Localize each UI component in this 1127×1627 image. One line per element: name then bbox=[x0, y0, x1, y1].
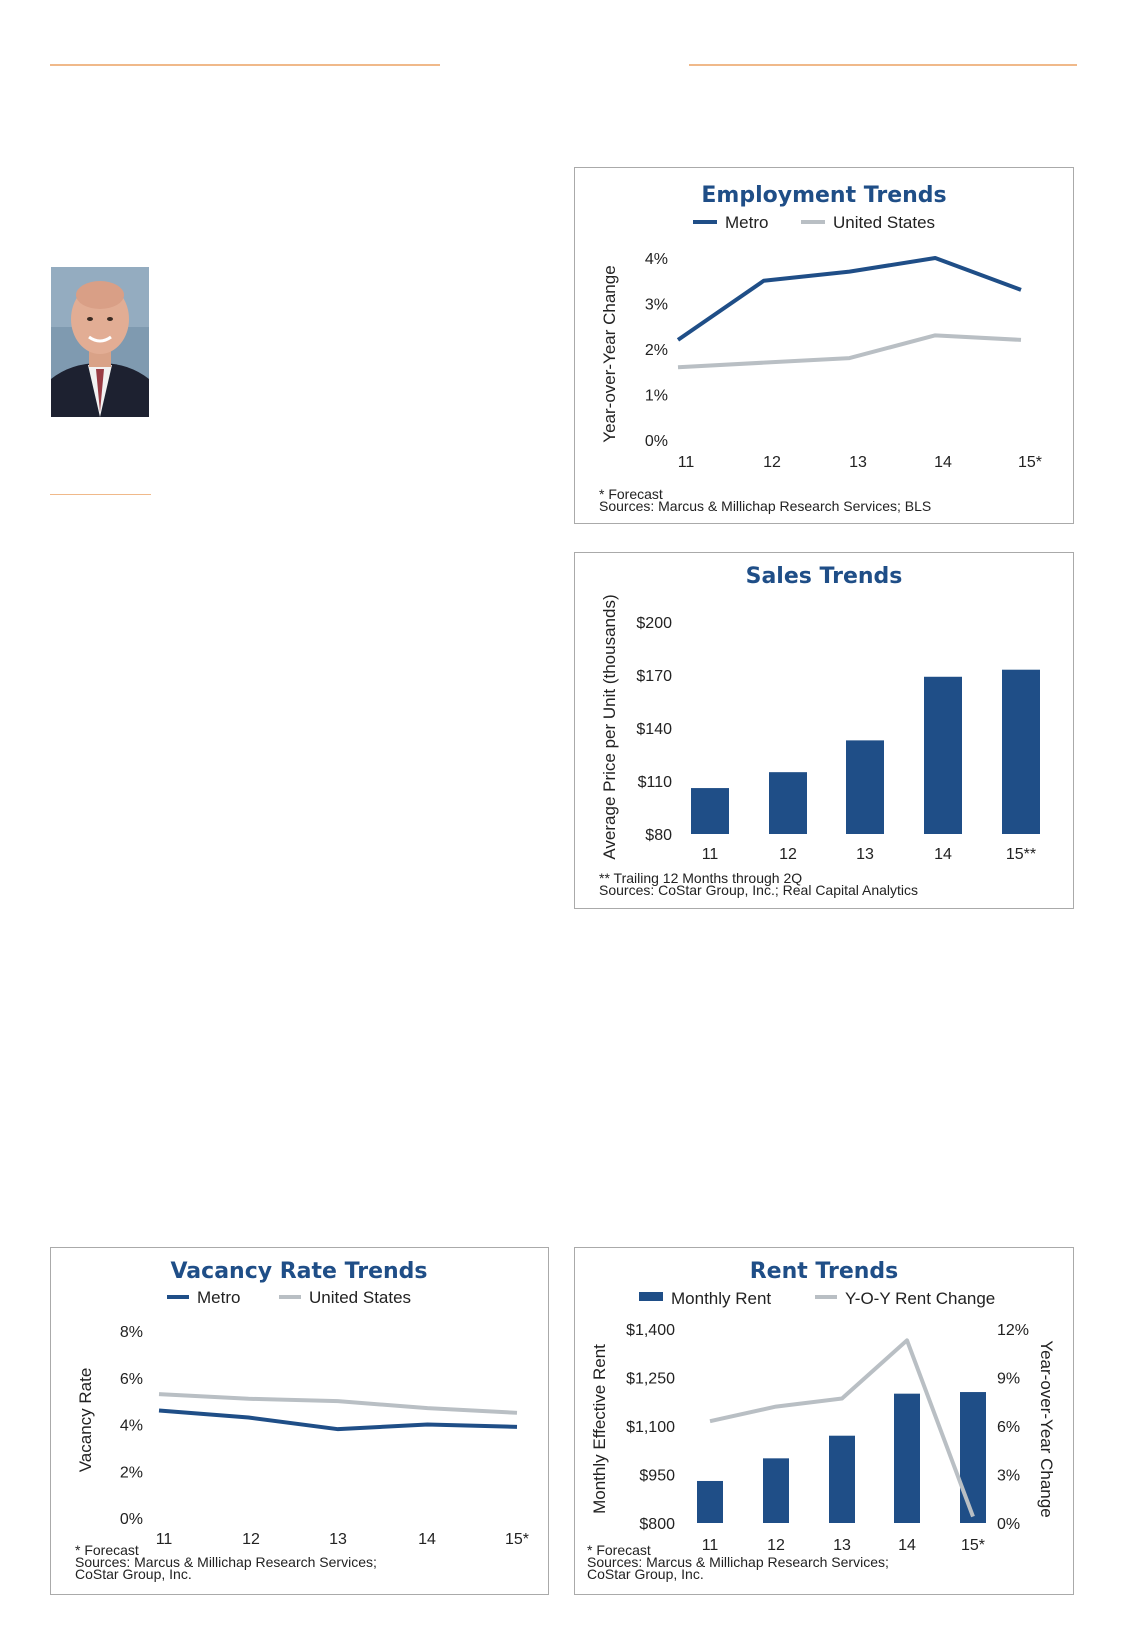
x-tick-label: 15* bbox=[960, 1537, 986, 1554]
legend-metro-label: Metro bbox=[725, 213, 769, 232]
rent-chart bbox=[575, 1248, 1073, 1594]
legend-rent-label: Monthly Rent bbox=[671, 1289, 772, 1308]
y2-axis-label: Year-over-Year Change bbox=[1037, 1340, 1056, 1518]
y-tick-label: $1,250 bbox=[626, 1370, 675, 1388]
y-axis-label: Average Price per Unit (thousands) bbox=[600, 594, 619, 860]
chart-note-sources: Sources: Marcus & Millichap Research Services; bbox=[75, 1554, 377, 1570]
x-tick-label: 13 bbox=[849, 454, 867, 471]
y-axis-label: Vacancy Rate bbox=[76, 1367, 95, 1473]
legend-yoy-label: Y-O-Y Rent Change bbox=[845, 1289, 996, 1308]
y-tick-label: 0% bbox=[119, 1511, 143, 1528]
chart-note-sources: Sources: CoStar Group, Inc.; Real Capital Analytics bbox=[599, 882, 919, 898]
vacancy-chart-panel bbox=[50, 1247, 549, 1595]
rent-bar bbox=[763, 1458, 789, 1523]
rent-bar bbox=[894, 1394, 920, 1523]
y2-tick-label: 9% bbox=[997, 1370, 1021, 1388]
y-tick-label: 4% bbox=[644, 251, 668, 268]
x-tick-label: 15** bbox=[1005, 846, 1037, 863]
x-tick-label: 12 bbox=[779, 846, 797, 863]
x-tick-label: 11 bbox=[701, 1537, 719, 1554]
x-tick-label: 14 bbox=[934, 846, 952, 863]
x-tick-label: 13 bbox=[833, 1537, 851, 1554]
y-tick-label: 2% bbox=[644, 342, 668, 359]
y-tick-label: $80 bbox=[645, 827, 672, 844]
sales-bar bbox=[924, 677, 962, 834]
x-tick-label: 12 bbox=[763, 454, 781, 471]
sales-bar bbox=[1002, 670, 1040, 834]
x-tick-label: 13 bbox=[329, 1531, 347, 1548]
y-tick-label: $950 bbox=[639, 1467, 675, 1485]
rent-chart-title: Rent Trends bbox=[749, 1259, 899, 1284]
series-line-united-states bbox=[159, 1394, 517, 1413]
x-tick-label: 14 bbox=[934, 454, 952, 471]
sales-bar bbox=[691, 788, 729, 834]
y2-tick-label: 0% bbox=[997, 1516, 1021, 1533]
employment-chart bbox=[575, 168, 1073, 523]
x-tick-label: 11 bbox=[701, 846, 719, 863]
employment-chart-title: Employment Trends bbox=[701, 183, 947, 208]
vacancy-chart-title: Vacancy Rate Trends bbox=[170, 1259, 428, 1284]
sales-chart-panel bbox=[574, 552, 1074, 909]
series-line-united-states bbox=[678, 335, 1021, 367]
y2-tick-label: 6% bbox=[997, 1419, 1021, 1436]
series-line-metro bbox=[159, 1410, 517, 1429]
y-tick-label: 8% bbox=[119, 1324, 143, 1341]
x-tick-label: 11 bbox=[677, 454, 695, 471]
chart-note-trailing: ** Trailing 12 Months through 2Q bbox=[599, 870, 803, 886]
legend-us-label: United States bbox=[309, 1288, 412, 1307]
y-tick-label: 3% bbox=[644, 296, 668, 314]
rent-bar bbox=[829, 1436, 855, 1523]
x-tick-label: 14 bbox=[418, 1531, 436, 1548]
employment-chart-panel bbox=[574, 167, 1074, 524]
rent-bar bbox=[960, 1392, 986, 1523]
legend-rent-swatch bbox=[639, 1292, 663, 1301]
y-tick-label: $1,400 bbox=[626, 1322, 675, 1339]
header-rule-right bbox=[689, 64, 1077, 66]
y-tick-label: 2% bbox=[119, 1464, 143, 1482]
x-tick-label: 13 bbox=[856, 846, 874, 863]
x-tick-label: 12 bbox=[767, 1537, 785, 1554]
chart-note-sources-2: CoStar Group, Inc. bbox=[587, 1566, 704, 1582]
section-rule-short bbox=[50, 494, 151, 495]
chart-note-forecast: * Forecast bbox=[587, 1542, 651, 1558]
legend-metro-label: Metro bbox=[197, 1288, 241, 1307]
sales-bar bbox=[846, 740, 884, 834]
sales-chart bbox=[575, 553, 1073, 908]
y-tick-label: 0% bbox=[644, 433, 668, 450]
y-axis-label: Monthly Effective Rent bbox=[590, 1344, 609, 1514]
x-tick-label: 11 bbox=[155, 1531, 173, 1548]
x-tick-label: 14 bbox=[898, 1537, 916, 1554]
y-tick-label: $170 bbox=[636, 668, 672, 685]
header-rule-left bbox=[50, 64, 440, 66]
rent-chart-panel bbox=[574, 1247, 1074, 1595]
x-tick-label: 12 bbox=[242, 1531, 260, 1548]
y-tick-label: 1% bbox=[644, 387, 668, 405]
chart-note-forecast: * Forecast bbox=[75, 1542, 139, 1558]
sales-bar bbox=[769, 772, 807, 834]
y-tick-label: 4% bbox=[119, 1417, 143, 1435]
series-line-metro bbox=[678, 258, 1021, 340]
chart-note-sources: Sources: Marcus & Millichap Research Services; BLS bbox=[599, 498, 932, 514]
rent-bar bbox=[697, 1481, 723, 1523]
y-axis-label: Year-over-Year Change bbox=[600, 265, 619, 443]
sales-chart-title: Sales Trends bbox=[745, 564, 903, 589]
y-tick-label: $200 bbox=[636, 615, 672, 632]
vacancy-chart bbox=[51, 1248, 548, 1594]
legend-us-label: United States bbox=[833, 213, 936, 232]
y-tick-label: $110 bbox=[637, 774, 672, 791]
chart-note-forecast: * Forecast bbox=[599, 486, 663, 502]
x-tick-label: 15* bbox=[504, 1531, 530, 1548]
y2-tick-label: 3% bbox=[997, 1467, 1021, 1485]
x-tick-label: 15* bbox=[1017, 454, 1043, 471]
chart-note-sources-2: CoStar Group, Inc. bbox=[75, 1566, 192, 1582]
y-tick-label: $1,100 bbox=[626, 1419, 675, 1436]
y-tick-label: $800 bbox=[639, 1516, 675, 1533]
y-tick-label: $140 bbox=[636, 721, 672, 738]
y2-tick-label: 12% bbox=[997, 1322, 1030, 1339]
chart-note-sources: Sources: Marcus & Millichap Research Services; bbox=[587, 1554, 889, 1570]
author-portrait bbox=[51, 267, 149, 417]
y-tick-label: 6% bbox=[119, 1370, 143, 1388]
